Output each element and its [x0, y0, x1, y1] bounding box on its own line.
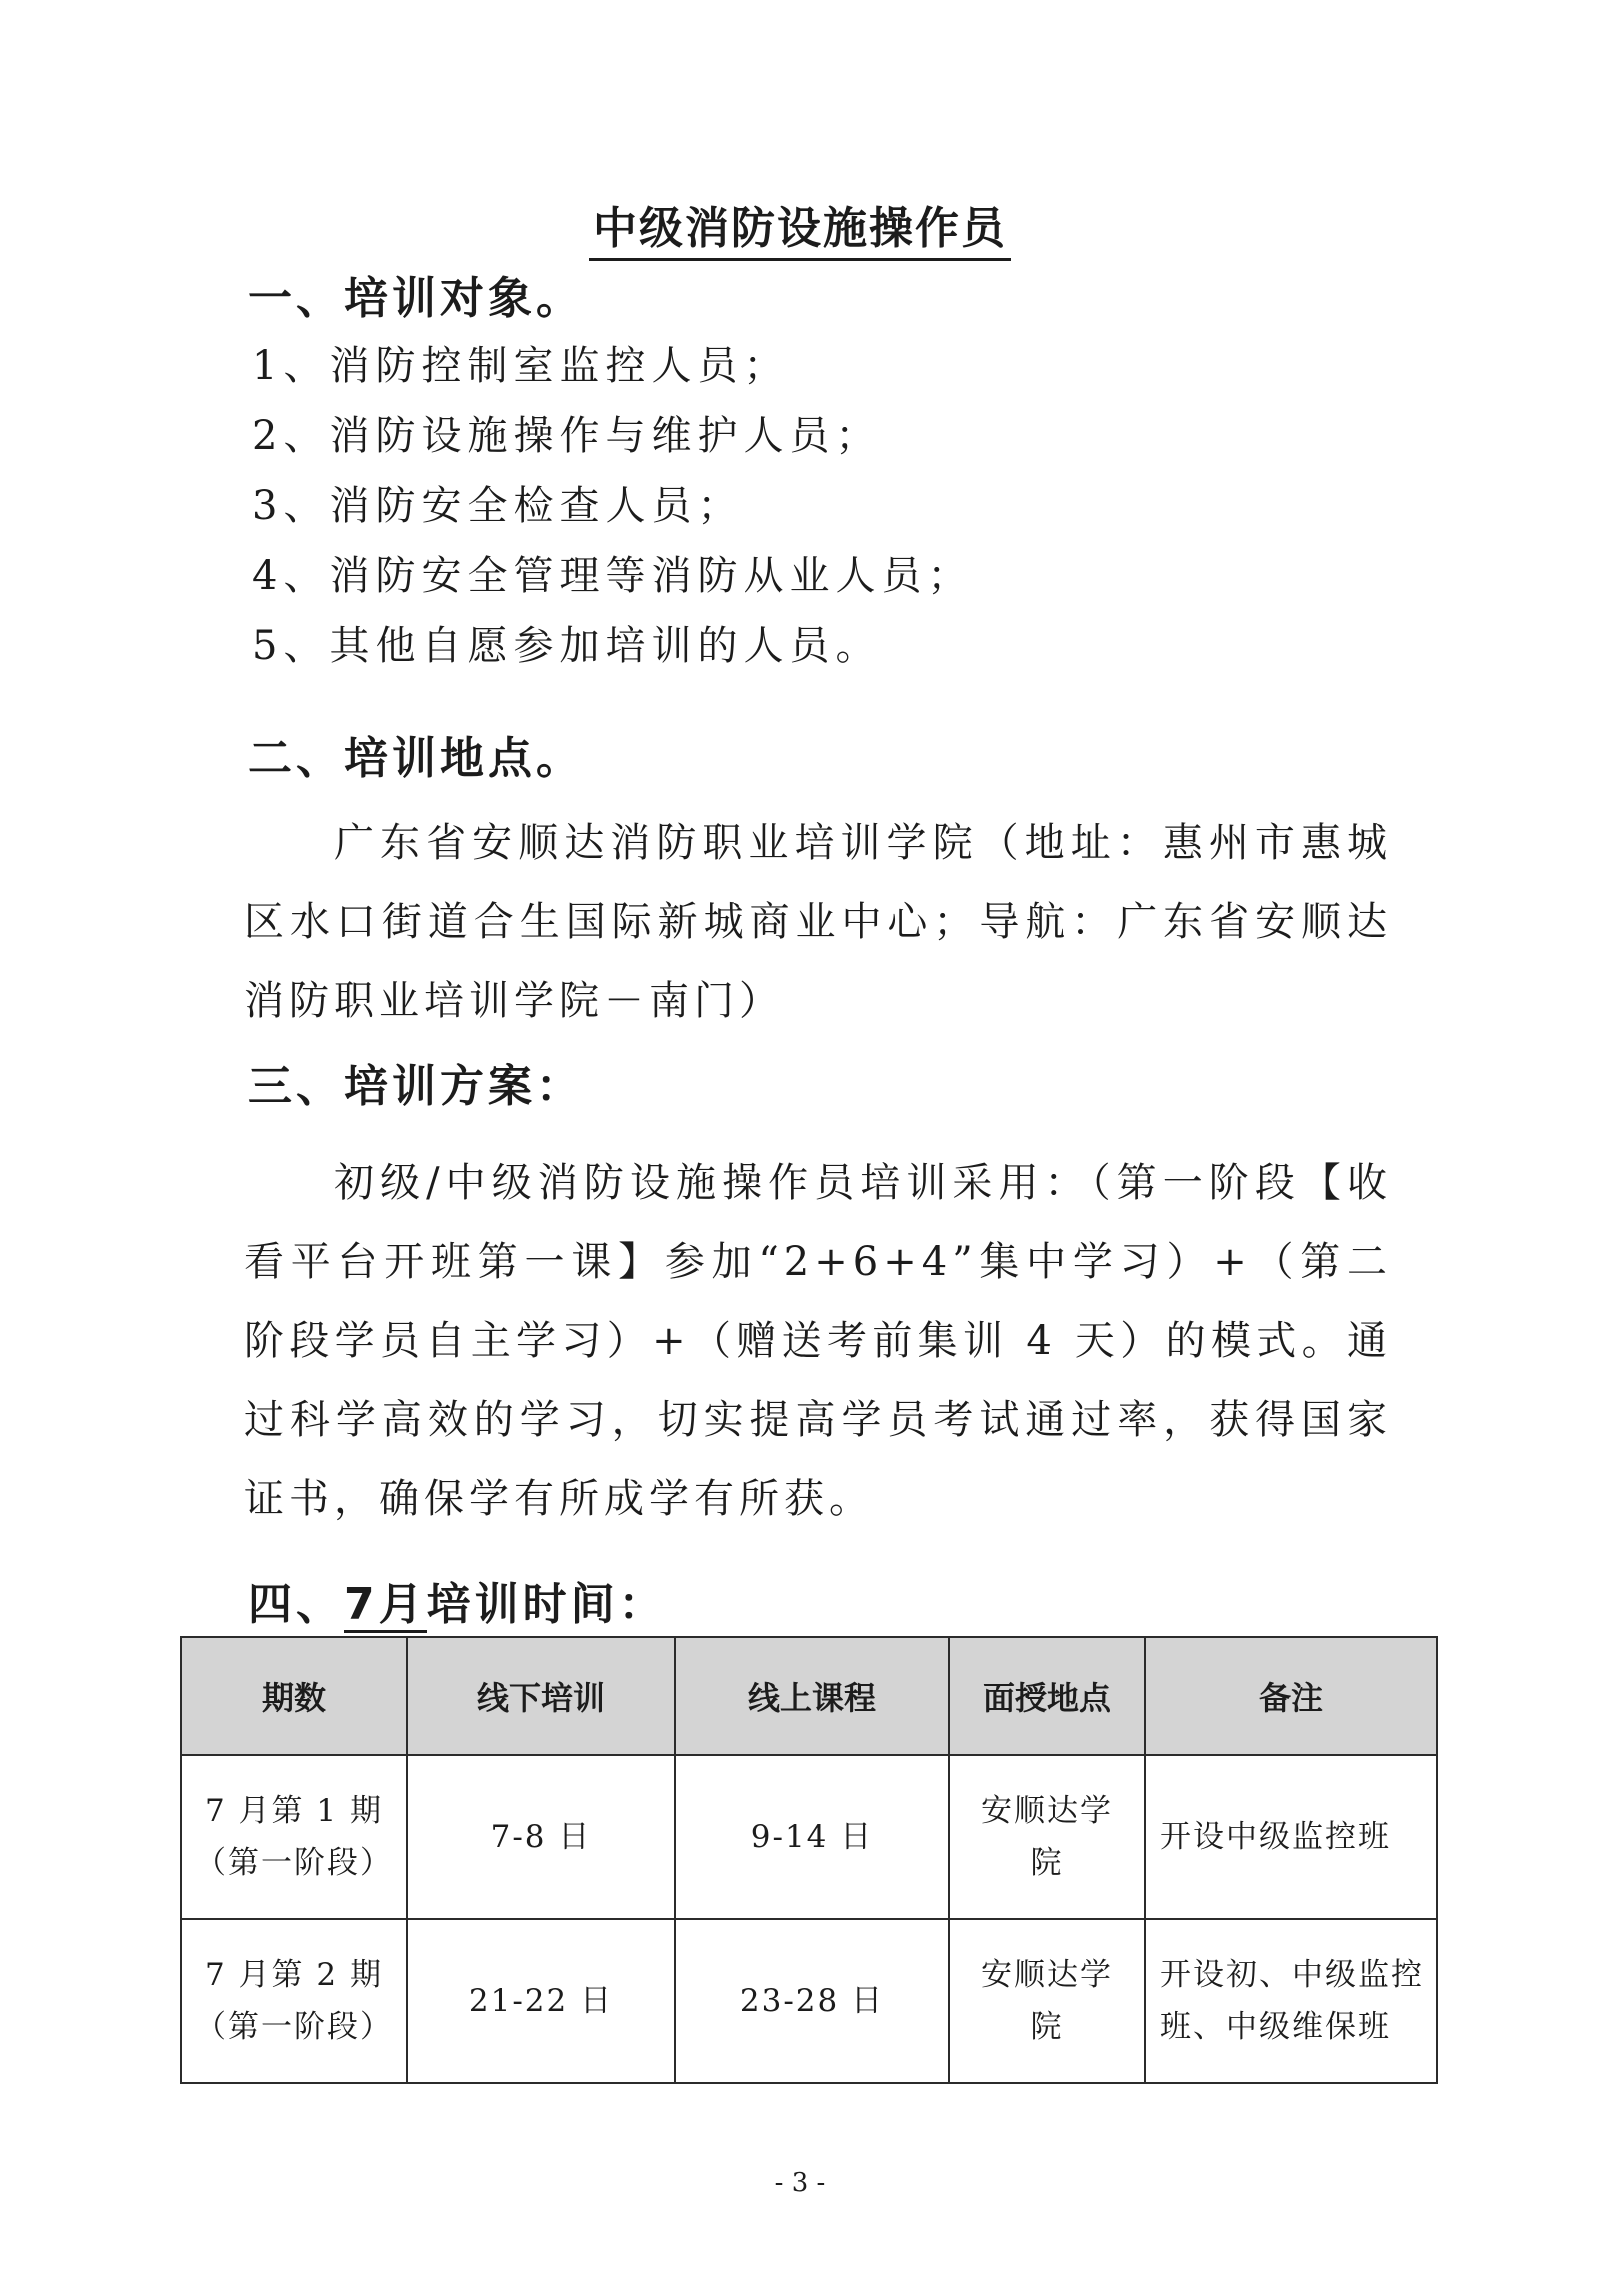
document-title: 中级消防设施操作员 — [0, 192, 1600, 256]
list-item: 5、其他自愿参加培训的人员。 — [252, 623, 882, 669]
list-item: 4、消防安全管理等消防从业人员； — [252, 553, 974, 599]
offline-cell: 7-8 日 — [407, 1755, 675, 1919]
section-3-paragraph: 初级/中级消防设施操作员培训采用：（第一阶段【收看平台开班第一课】参加“2+6+4”集中学习）+（第二阶段学员自主学习）+（赠送考前集训 4 天）的模式。通过科学高效的学习，切实提高学员考试通过率，获得国家证书，确保学有所成学有所获。 — [244, 1160, 1392, 1522]
online-cell: 23-28 日 — [675, 1919, 949, 2083]
table-row — [181, 1755, 1437, 1919]
note-cell: 开设中级监控班 — [1145, 1755, 1437, 1919]
schedule-table — [180, 1636, 1438, 2084]
list-item: 1、消防控制室监控人员； — [252, 343, 790, 389]
table-header: 期数 — [181, 1637, 407, 1755]
section-3-heading: 三、培训方案： — [248, 1061, 584, 1112]
month-label: 7月 — [344, 1579, 427, 1633]
page-number: - 3 - — [774, 2168, 826, 2198]
section-2-heading: 二、培训地点。 — [248, 733, 584, 784]
offline-cell: 21-22 日 — [407, 1919, 675, 2083]
table-header-row — [181, 1637, 1437, 1755]
list-item: 3、消防安全检查人员； — [252, 483, 744, 529]
table-header: 面授地点 — [949, 1637, 1145, 1755]
period-cell: 7 月第 2 期 （第一阶段） — [181, 1919, 407, 2083]
table-header: 备注 — [1145, 1637, 1437, 1755]
location-cell: 安顺达学 院 — [949, 1919, 1145, 2083]
online-cell: 9-14 日 — [675, 1755, 949, 1919]
section-2-paragraph: 广东省安顺达消防职业培训学院（地址：惠州市惠城区水口街道合生国际新城商业中心；导航：广东省安顺达消防职业培训学院－南门） — [244, 820, 1392, 1024]
table-row — [181, 1919, 1437, 2083]
table-header: 线下培训 — [407, 1637, 675, 1755]
list-item: 2、消防设施操作与维护人员； — [252, 413, 882, 459]
section-4-heading: 四、7月培训时间： — [248, 1568, 667, 1632]
table-header: 线上课程 — [675, 1637, 949, 1755]
location-cell: 安顺达学 院 — [949, 1755, 1145, 1919]
note-cell: 开设初、中级监控班、中级维保班 — [1145, 1919, 1437, 2083]
section-1-heading: 一、培训对象。 — [248, 273, 584, 324]
period-cell: 7 月第 1 期 （第一阶段） — [181, 1755, 407, 1919]
